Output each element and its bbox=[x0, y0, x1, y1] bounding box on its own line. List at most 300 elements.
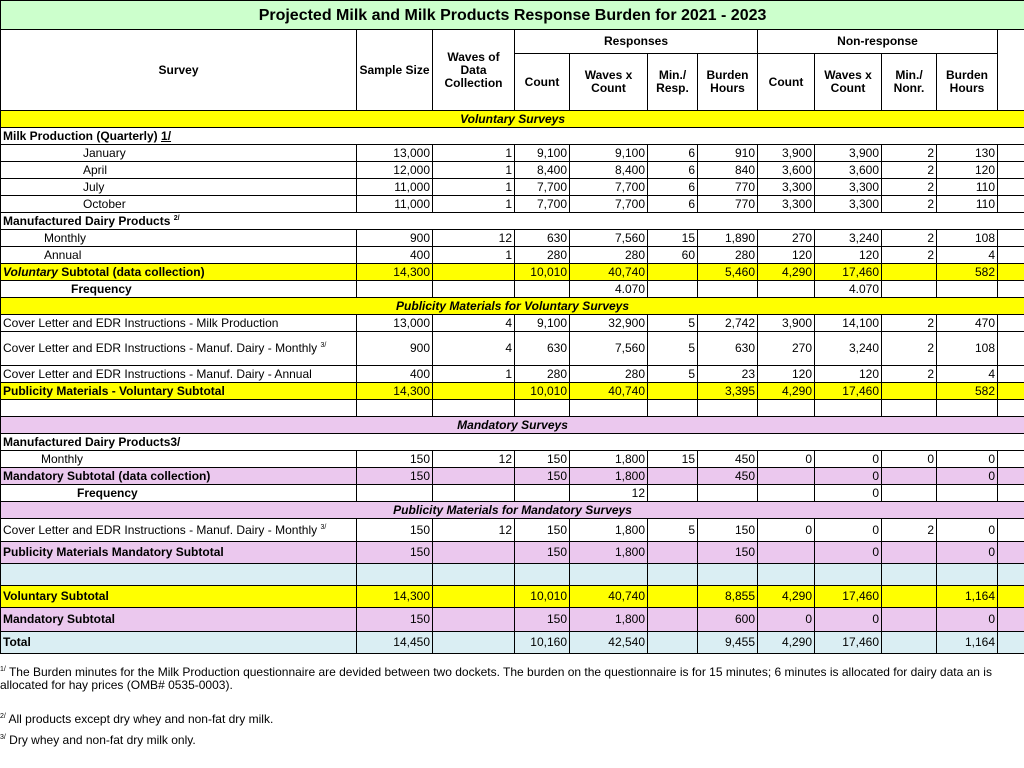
cell-count: 9,100 bbox=[515, 145, 570, 162]
cell-waves: 4 bbox=[433, 332, 515, 366]
cell-min-resp: 60 bbox=[648, 247, 698, 264]
cell-label: Cover Letter and EDR Instructions - Milk Production bbox=[1, 315, 357, 332]
cell-waves: 1 bbox=[433, 179, 515, 196]
cell-min-resp: 6 bbox=[648, 196, 698, 213]
cell-burden-hours: 23 bbox=[698, 366, 758, 383]
cell-sample-size: 150 bbox=[357, 468, 433, 485]
cell-nr-count: 4,290 bbox=[758, 586, 815, 608]
cell-waves-x-count: 7,700 bbox=[570, 179, 648, 196]
blank-cell bbox=[998, 145, 1024, 162]
cell-label: Mandatory Subtotal (data collection) bbox=[1, 468, 357, 485]
cell-nr-count: 120 bbox=[758, 366, 815, 383]
cell-sample-size: 150 bbox=[357, 608, 433, 632]
cell-nr-count: 4,290 bbox=[758, 632, 815, 654]
cell-waves-x-count: 40,740 bbox=[570, 264, 648, 281]
section-mandatory bbox=[1, 417, 1024, 434]
group-label: Manufactured Dairy Products $^{2/}$ bbox=[1, 213, 1024, 230]
cell-nr-burden-hours: 0 bbox=[937, 451, 998, 468]
cell-nr-burden-hours: 582 bbox=[937, 383, 998, 400]
cell-count: 280 bbox=[515, 247, 570, 264]
cell-nr-waves-x-count: 3,300 bbox=[815, 196, 882, 213]
header-row-1 bbox=[1, 30, 1024, 54]
cell-count: 150 bbox=[515, 608, 570, 632]
cell-sample-size: 11,000 bbox=[357, 196, 433, 213]
blank-cell bbox=[998, 281, 1024, 298]
cell-nr-burden-hours: 582 bbox=[937, 264, 998, 281]
cell-waves-x-count: 1,800 bbox=[570, 608, 648, 632]
cell-nr-waves-x-count: 120 bbox=[815, 247, 882, 264]
empty-cell bbox=[937, 400, 998, 417]
empty-cell bbox=[758, 564, 815, 586]
cell-nr-count bbox=[758, 468, 815, 485]
cell-count: 10,010 bbox=[515, 264, 570, 281]
cell-nr-waves-x-count: 3,240 bbox=[815, 230, 882, 247]
footnotes bbox=[0, 666, 1020, 755]
empty-cell bbox=[815, 564, 882, 586]
cell-waves bbox=[433, 383, 515, 400]
cell-nr-waves-x-count: 0 bbox=[815, 542, 882, 564]
footnote-3: $^{3/}$ Dry whey and non-fat dry milk only. bbox=[0, 733, 196, 747]
section-title: Publicity Materials for Mandatory Surveys bbox=[1, 502, 1024, 519]
cell-nr-waves-x-count: 0 bbox=[815, 451, 882, 468]
cell-min-nonr: 2 bbox=[882, 519, 937, 542]
header-waves-x-count: Waves x Count bbox=[570, 54, 648, 111]
cell-waves bbox=[433, 281, 515, 298]
cell-nr-count: 270 bbox=[758, 332, 815, 366]
cell-min-nonr: 2 bbox=[882, 179, 937, 196]
section-publicity-mandatory bbox=[1, 502, 1024, 519]
cell-nr-count: 3,300 bbox=[758, 179, 815, 196]
cell-min-resp bbox=[648, 632, 698, 654]
empty-cell bbox=[570, 400, 648, 417]
cell-nr-waves-x-count: 17,460 bbox=[815, 383, 882, 400]
cell-nr-waves-x-count: 17,460 bbox=[815, 632, 882, 654]
cell-nr-waves-x-count: 3,600 bbox=[815, 162, 882, 179]
cell-burden-hours: 630 bbox=[698, 332, 758, 366]
cell-waves-x-count: 40,740 bbox=[570, 383, 648, 400]
cell-waves-x-count: 42,540 bbox=[570, 632, 648, 654]
table-row bbox=[1, 366, 1024, 383]
cell-burden-hours: 280 bbox=[698, 247, 758, 264]
cell-burden-hours: 8,855 bbox=[698, 586, 758, 608]
cell-label: Publicity Materials Mandatory Subtotal bbox=[1, 542, 357, 564]
blank-cell bbox=[998, 586, 1024, 608]
blank-cell bbox=[998, 542, 1024, 564]
cell-nr-count: 120 bbox=[758, 247, 815, 264]
cell-min-nonr: 2 bbox=[882, 247, 937, 264]
cell-label: Voluntary Subtotal (data collection) bbox=[1, 264, 357, 281]
cell-min-nonr bbox=[882, 264, 937, 281]
footnote-1: $^{1/}$ The Burden minutes for the Milk Production questionnaire are devided between two dockets. The burden on the questionnaire is for 15 minutes; 6 minutes is allocated for dairy data an is allocated for hay prices (OMB# 0535-0003). bbox=[0, 665, 992, 692]
blank-cell bbox=[998, 632, 1024, 654]
cell-waves-x-count: 7,700 bbox=[570, 196, 648, 213]
section-title: Voluntary Surveys bbox=[1, 111, 1024, 128]
cell-min-nonr: 2 bbox=[882, 315, 937, 332]
section-voluntary bbox=[1, 111, 1024, 128]
blank-cell bbox=[998, 179, 1024, 196]
header-sample-size: Sample Size bbox=[357, 30, 433, 111]
cell-label: Monthly bbox=[1, 230, 357, 247]
cell-waves bbox=[433, 264, 515, 281]
cell-waves: 12 bbox=[433, 451, 515, 468]
cell-nr-burden-hours: 130 bbox=[937, 145, 998, 162]
blank-cell bbox=[998, 608, 1024, 632]
cell-nr-burden-hours: 1,164 bbox=[937, 632, 998, 654]
cell-nr-burden-hours: 1,164 bbox=[937, 586, 998, 608]
cell-sample-size bbox=[357, 281, 433, 298]
cell-waves bbox=[433, 586, 515, 608]
cell-waves: 4 bbox=[433, 315, 515, 332]
cell-waves-x-count: 1,800 bbox=[570, 542, 648, 564]
empty-cell bbox=[758, 400, 815, 417]
cell-waves-x-count: 280 bbox=[570, 366, 648, 383]
cell-label: Annual bbox=[1, 247, 357, 264]
cell-nr-waves-x-count: 4.070 bbox=[815, 281, 882, 298]
empty-cell bbox=[698, 400, 758, 417]
cell-min-nonr bbox=[882, 542, 937, 564]
empty-cell bbox=[570, 564, 648, 586]
header-blank bbox=[998, 30, 1024, 111]
cell-waves: 1 bbox=[433, 162, 515, 179]
blank-cell bbox=[998, 485, 1024, 502]
cell-nr-count: 0 bbox=[758, 519, 815, 542]
cell-waves-x-count: 32,900 bbox=[570, 315, 648, 332]
cell-min-nonr: 0 bbox=[882, 451, 937, 468]
empty-cell bbox=[357, 564, 433, 586]
header-nr-burden-hours: Burden Hours bbox=[937, 54, 998, 111]
cell-waves bbox=[433, 608, 515, 632]
blank-cell bbox=[998, 264, 1024, 281]
cell-min-nonr bbox=[882, 608, 937, 632]
cell-nr-waves-x-count: 0 bbox=[815, 468, 882, 485]
cell-label: Cover Letter and EDR Instructions - Manuf. Dairy - Monthly $^{3/}$ bbox=[1, 519, 357, 542]
empty-cell bbox=[433, 564, 515, 586]
group-manufactured-dairy bbox=[1, 213, 1024, 230]
header-count: Count bbox=[515, 54, 570, 111]
cell-burden-hours: 150 bbox=[698, 542, 758, 564]
cell-sample-size: 14,450 bbox=[357, 632, 433, 654]
header-min-resp: Min./ Resp. bbox=[648, 54, 698, 111]
cell-nr-count: 3,900 bbox=[758, 145, 815, 162]
cell-nr-burden-hours: 110 bbox=[937, 179, 998, 196]
cell-burden-hours bbox=[698, 281, 758, 298]
cell-nr-burden-hours: 0 bbox=[937, 542, 998, 564]
header-nonresponse: Non-response bbox=[758, 30, 998, 54]
table-row bbox=[1, 586, 1024, 608]
cell-count: 10,010 bbox=[515, 383, 570, 400]
cell-waves-x-count: 1,800 bbox=[570, 468, 648, 485]
cell-count: 150 bbox=[515, 519, 570, 542]
table-row bbox=[1, 281, 1024, 298]
cell-burden-hours: 770 bbox=[698, 179, 758, 196]
cell-sample-size: 150 bbox=[357, 519, 433, 542]
cell-nr-burden-hours: 0 bbox=[937, 608, 998, 632]
cell-min-resp bbox=[648, 264, 698, 281]
cell-waves bbox=[433, 542, 515, 564]
cell-count: 630 bbox=[515, 332, 570, 366]
cell-min-nonr: 2 bbox=[882, 366, 937, 383]
cell-label: Cover Letter and EDR Instructions - Manuf. Dairy - Annual bbox=[1, 366, 357, 383]
cell-min-resp bbox=[648, 281, 698, 298]
blank-cell bbox=[998, 332, 1024, 366]
empty-cell bbox=[998, 400, 1024, 417]
cell-nr-waves-x-count: 3,900 bbox=[815, 145, 882, 162]
cell-burden-hours: 770 bbox=[698, 196, 758, 213]
cell-waves-x-count: 1,800 bbox=[570, 451, 648, 468]
cell-nr-count: 3,300 bbox=[758, 196, 815, 213]
cell-burden-hours: 840 bbox=[698, 162, 758, 179]
cell-min-resp: 5 bbox=[648, 366, 698, 383]
cell-burden-hours: 150 bbox=[698, 519, 758, 542]
cell-sample-size: 400 bbox=[357, 247, 433, 264]
cell-label: Monthly bbox=[1, 451, 357, 468]
cell-nr-burden-hours: 4 bbox=[937, 366, 998, 383]
blank-cell bbox=[998, 468, 1024, 485]
empty-cell bbox=[1, 564, 357, 586]
cell-nr-waves-x-count: 14,100 bbox=[815, 315, 882, 332]
cell-min-resp: 5 bbox=[648, 315, 698, 332]
section-title: Publicity Materials for Voluntary Surveys bbox=[1, 298, 1024, 315]
blank-cell bbox=[998, 451, 1024, 468]
cell-nr-count: 0 bbox=[758, 451, 815, 468]
cell-waves-x-count: 7,560 bbox=[570, 332, 648, 366]
cell-nr-burden-hours: 108 bbox=[937, 230, 998, 247]
cell-burden-hours: 1,890 bbox=[698, 230, 758, 247]
blank-cell bbox=[998, 162, 1024, 179]
cell-label: April bbox=[1, 162, 357, 179]
empty-cell bbox=[698, 564, 758, 586]
table-row bbox=[1, 485, 1024, 502]
table-title: Projected Milk and Milk Products Response Burden for 2021 - 2023 bbox=[1, 1, 1024, 30]
blank-cell bbox=[998, 366, 1024, 383]
cell-nr-count bbox=[758, 485, 815, 502]
title-row bbox=[1, 1, 1024, 30]
blank-cell bbox=[998, 196, 1024, 213]
empty-cell bbox=[882, 400, 937, 417]
cell-label: Total bbox=[1, 632, 357, 654]
cell-nr-burden-hours bbox=[937, 485, 998, 502]
cell-nr-waves-x-count: 0 bbox=[815, 608, 882, 632]
cell-nr-waves-x-count: 17,460 bbox=[815, 264, 882, 281]
cell-min-nonr bbox=[882, 281, 937, 298]
cell-min-nonr: 2 bbox=[882, 230, 937, 247]
cell-waves bbox=[433, 468, 515, 485]
table-row bbox=[1, 230, 1024, 247]
table-row bbox=[1, 608, 1024, 632]
cell-burden-hours: 9,455 bbox=[698, 632, 758, 654]
cell-min-nonr bbox=[882, 586, 937, 608]
table-row bbox=[1, 383, 1024, 400]
cell-waves-x-count: 4.070 bbox=[570, 281, 648, 298]
cell-min-resp: 6 bbox=[648, 179, 698, 196]
cell-waves: 1 bbox=[433, 366, 515, 383]
empty-cell bbox=[1, 400, 357, 417]
cell-waves-x-count: 12 bbox=[570, 485, 648, 502]
cell-waves-x-count: 40,740 bbox=[570, 586, 648, 608]
cell-min-nonr: 2 bbox=[882, 332, 937, 366]
cell-count: 630 bbox=[515, 230, 570, 247]
cell-sample-size: 12,000 bbox=[357, 162, 433, 179]
group-manufactured-dairy-mandatory bbox=[1, 434, 1024, 451]
cell-waves: 1 bbox=[433, 196, 515, 213]
cell-count: 150 bbox=[515, 468, 570, 485]
cell-min-resp: 6 bbox=[648, 145, 698, 162]
group-label: Manufactured Dairy Products3/ bbox=[1, 434, 1024, 451]
cell-count bbox=[515, 281, 570, 298]
header-waves: Waves of Data Collection bbox=[433, 30, 515, 111]
cell-sample-size: 14,300 bbox=[357, 264, 433, 281]
cell-label: Voluntary Subtotal bbox=[1, 586, 357, 608]
cell-min-nonr: 2 bbox=[882, 196, 937, 213]
cell-count: 7,700 bbox=[515, 196, 570, 213]
group-milk-production bbox=[1, 128, 1024, 145]
cell-label: Frequency bbox=[1, 485, 357, 502]
cell-nr-burden-hours bbox=[937, 281, 998, 298]
empty-cell bbox=[882, 564, 937, 586]
cell-waves-x-count: 280 bbox=[570, 247, 648, 264]
cell-waves-x-count: 7,560 bbox=[570, 230, 648, 247]
cell-min-nonr bbox=[882, 632, 937, 654]
cell-waves-x-count: 8,400 bbox=[570, 162, 648, 179]
empty-cell bbox=[998, 564, 1024, 586]
cell-min-resp: 15 bbox=[648, 451, 698, 468]
cell-sample-size: 900 bbox=[357, 332, 433, 366]
group-label: Milk Production (Quarterly) 1/ bbox=[1, 128, 1024, 145]
spacer-row bbox=[1, 564, 1024, 586]
cell-sample-size: 13,000 bbox=[357, 145, 433, 162]
cell-min-nonr bbox=[882, 485, 937, 502]
cell-nr-burden-hours: 108 bbox=[937, 332, 998, 366]
cell-count bbox=[515, 485, 570, 502]
cell-nr-count: 3,600 bbox=[758, 162, 815, 179]
header-burden-hours: Burden Hours bbox=[698, 54, 758, 111]
cell-sample-size: 14,300 bbox=[357, 383, 433, 400]
table-row bbox=[1, 632, 1024, 654]
cell-burden-hours: 3,395 bbox=[698, 383, 758, 400]
table-row bbox=[1, 247, 1024, 264]
cell-min-resp: 5 bbox=[648, 519, 698, 542]
empty-cell bbox=[815, 400, 882, 417]
cell-nr-waves-x-count: 3,240 bbox=[815, 332, 882, 366]
cell-count: 10,160 bbox=[515, 632, 570, 654]
header-survey: Survey bbox=[1, 30, 357, 111]
section-publicity-voluntary bbox=[1, 298, 1024, 315]
cell-sample-size: 150 bbox=[357, 451, 433, 468]
section-title: Mandatory Surveys bbox=[1, 417, 1024, 434]
header-nr-waves-x-count: Waves x Count bbox=[815, 54, 882, 111]
cell-min-resp: 15 bbox=[648, 230, 698, 247]
cell-burden-hours bbox=[698, 485, 758, 502]
cell-burden-hours: 910 bbox=[698, 145, 758, 162]
cell-nr-count: 4,290 bbox=[758, 383, 815, 400]
cell-nr-waves-x-count: 0 bbox=[815, 485, 882, 502]
cell-nr-waves-x-count: 17,460 bbox=[815, 586, 882, 608]
blank-cell bbox=[998, 383, 1024, 400]
blank-cell bbox=[998, 315, 1024, 332]
cell-waves bbox=[433, 485, 515, 502]
blank-cell bbox=[998, 230, 1024, 247]
cell-sample-size: 13,000 bbox=[357, 315, 433, 332]
cell-sample-size: 14,300 bbox=[357, 586, 433, 608]
cell-nr-waves-x-count: 120 bbox=[815, 366, 882, 383]
cell-label: Cover Letter and EDR Instructions - Manuf. Dairy - Monthly $^{3/}$ bbox=[1, 332, 357, 366]
cell-count: 8,400 bbox=[515, 162, 570, 179]
cell-sample-size: 11,000 bbox=[357, 179, 433, 196]
empty-cell bbox=[937, 564, 998, 586]
empty-cell bbox=[515, 564, 570, 586]
cell-min-nonr: 2 bbox=[882, 162, 937, 179]
cell-nr-count: 3,900 bbox=[758, 315, 815, 332]
blank-cell bbox=[998, 519, 1024, 542]
cell-nr-burden-hours: 4 bbox=[937, 247, 998, 264]
cell-nr-count bbox=[758, 281, 815, 298]
cell-min-resp bbox=[648, 383, 698, 400]
cell-min-resp bbox=[648, 468, 698, 485]
cell-nr-burden-hours: 0 bbox=[937, 468, 998, 485]
table-row bbox=[1, 315, 1024, 332]
empty-cell bbox=[648, 564, 698, 586]
cell-burden-hours: 600 bbox=[698, 608, 758, 632]
cell-count: 150 bbox=[515, 542, 570, 564]
cell-burden-hours: 450 bbox=[698, 451, 758, 468]
cell-waves: 1 bbox=[433, 247, 515, 264]
footnote-2: $^{2/}$ All products except dry whey and non-fat dry milk. bbox=[0, 712, 274, 726]
cell-waves-x-count: 1,800 bbox=[570, 519, 648, 542]
cell-count: 7,700 bbox=[515, 179, 570, 196]
cell-nr-burden-hours: 470 bbox=[937, 315, 998, 332]
table-row bbox=[1, 162, 1024, 179]
cell-waves bbox=[433, 632, 515, 654]
table-row bbox=[1, 468, 1024, 485]
cell-nr-burden-hours: 120 bbox=[937, 162, 998, 179]
cell-waves: 12 bbox=[433, 519, 515, 542]
cell-label: October bbox=[1, 196, 357, 213]
cell-min-resp: 5 bbox=[648, 332, 698, 366]
cell-nr-waves-x-count: 0 bbox=[815, 519, 882, 542]
table-row bbox=[1, 264, 1024, 281]
cell-label: Mandatory Subtotal bbox=[1, 608, 357, 632]
cell-waves: 12 bbox=[433, 230, 515, 247]
table-row bbox=[1, 332, 1024, 366]
table-row bbox=[1, 145, 1024, 162]
empty-cell bbox=[515, 400, 570, 417]
cell-min-resp bbox=[648, 608, 698, 632]
cell-nr-count: 0 bbox=[758, 608, 815, 632]
cell-label: January bbox=[1, 145, 357, 162]
table-row bbox=[1, 519, 1024, 542]
spacer-row bbox=[1, 400, 1024, 417]
cell-min-nonr: 2 bbox=[882, 145, 937, 162]
header-min-nonr: Min./ Nonr. bbox=[882, 54, 937, 111]
header-responses: Responses bbox=[515, 30, 758, 54]
cell-waves-x-count: 9,100 bbox=[570, 145, 648, 162]
cell-nr-count: 270 bbox=[758, 230, 815, 247]
empty-cell bbox=[433, 400, 515, 417]
cell-count: 9,100 bbox=[515, 315, 570, 332]
cell-sample-size: 400 bbox=[357, 366, 433, 383]
table-row bbox=[1, 542, 1024, 564]
cell-min-resp bbox=[648, 485, 698, 502]
cell-nr-count: 4,290 bbox=[758, 264, 815, 281]
cell-burden-hours: 450 bbox=[698, 468, 758, 485]
cell-label: Frequency bbox=[1, 281, 357, 298]
cell-burden-hours: 2,742 bbox=[698, 315, 758, 332]
cell-min-resp bbox=[648, 542, 698, 564]
table-row bbox=[1, 179, 1024, 196]
cell-count: 280 bbox=[515, 366, 570, 383]
cell-nr-burden-hours: 110 bbox=[937, 196, 998, 213]
cell-min-nonr bbox=[882, 383, 937, 400]
